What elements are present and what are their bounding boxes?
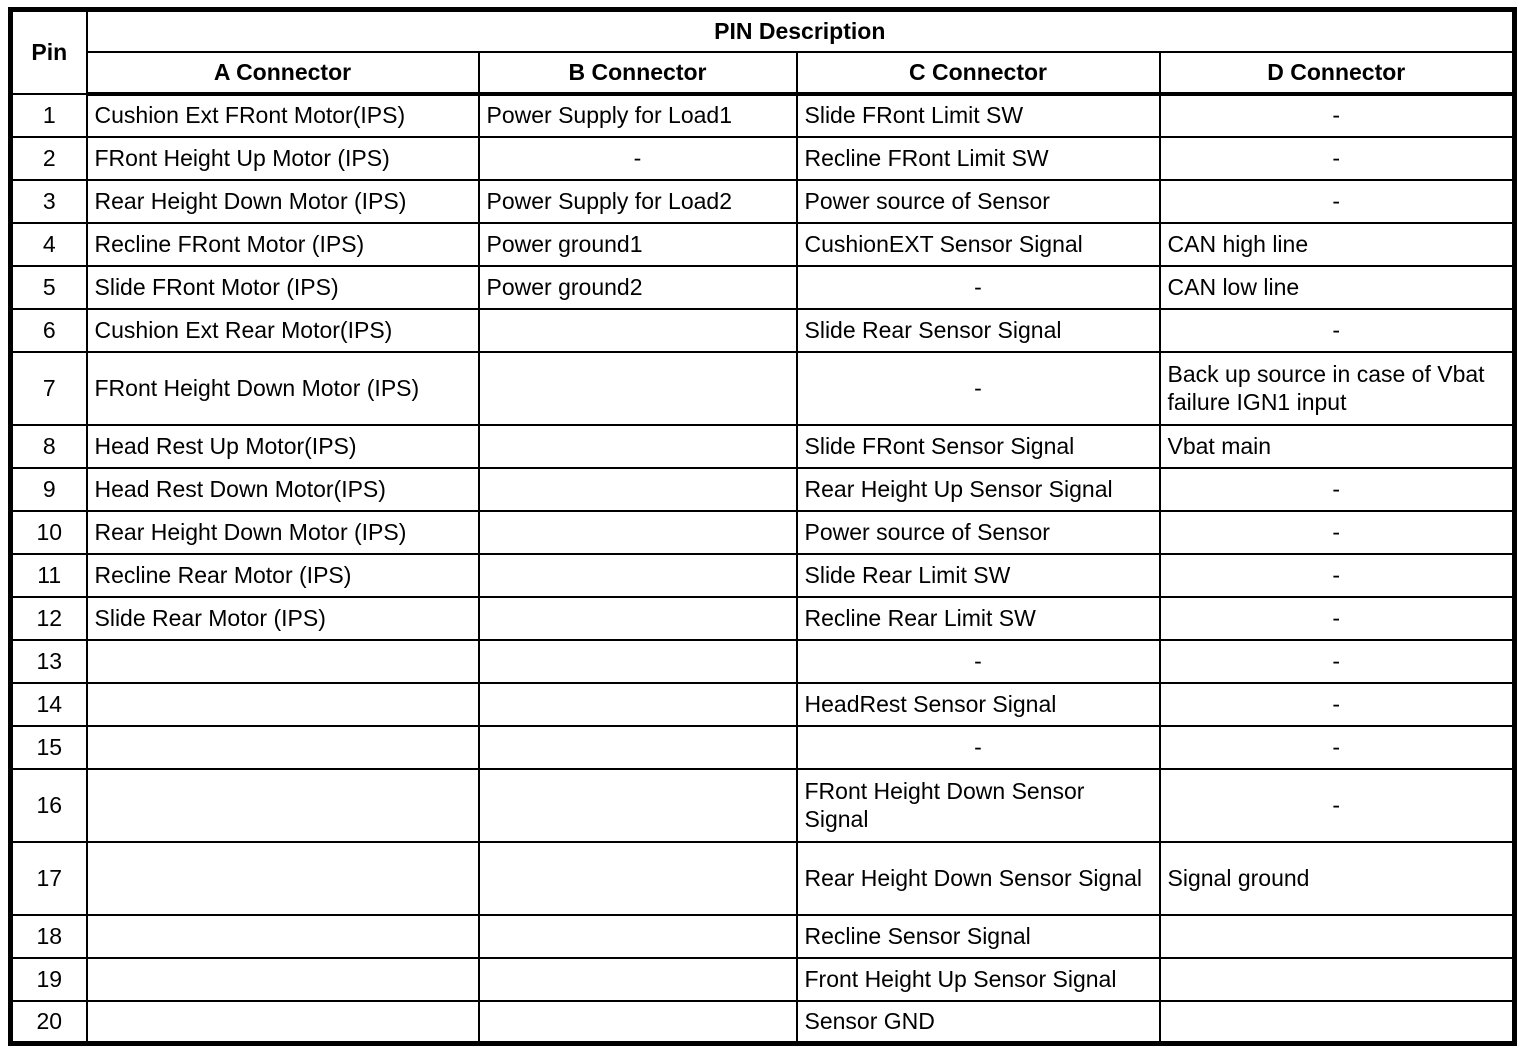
c-connector-cell: - — [797, 266, 1160, 309]
header-row-connectors — [11, 52, 1515, 94]
c-connector-cell: - — [797, 352, 1160, 425]
pin-row-4 — [11, 223, 1515, 266]
d-connector-cell: - — [1160, 94, 1515, 137]
pin-number: 9 — [11, 468, 87, 511]
pin-row-3 — [11, 180, 1515, 223]
pin-number: 20 — [11, 1001, 87, 1044]
pin-row-11 — [11, 554, 1515, 597]
b-connector-cell — [479, 511, 797, 554]
c-connector-cell: - — [797, 640, 1160, 683]
a-connector-cell: Slide FRont Motor (IPS) — [87, 266, 479, 309]
b-connector-cell — [479, 842, 797, 915]
d-connector-cell: - — [1160, 468, 1515, 511]
a-connector-cell — [87, 958, 479, 1001]
b-connector-cell: Power Supply for Load1 — [479, 94, 797, 137]
d-connector-cell: - — [1160, 137, 1515, 180]
pin-row-16 — [11, 769, 1515, 842]
c-connector-cell: Slide FRont Sensor Signal — [797, 425, 1160, 468]
b-connector-cell — [479, 1001, 797, 1044]
pin-row-7 — [11, 352, 1515, 425]
a-connector-cell — [87, 842, 479, 915]
pin-number: 11 — [11, 554, 87, 597]
pin-column-header: Pin — [11, 10, 87, 94]
pin-number: 3 — [11, 180, 87, 223]
pin-number: 13 — [11, 640, 87, 683]
c-connector-cell: Sensor GND — [797, 1001, 1160, 1044]
c-connector-cell: HeadRest Sensor Signal — [797, 683, 1160, 726]
b-connector-cell: Power ground1 — [479, 223, 797, 266]
c-connector-cell: - — [797, 726, 1160, 769]
pin-number: 17 — [11, 842, 87, 915]
c-connector-cell: Recline FRont Limit SW — [797, 137, 1160, 180]
d-connector-cell: - — [1160, 309, 1515, 352]
a-connector-cell — [87, 683, 479, 726]
pin-row-10 — [11, 511, 1515, 554]
pin-row-8 — [11, 425, 1515, 468]
pin-number: 15 — [11, 726, 87, 769]
c-connector-cell: Recline Rear Limit SW — [797, 597, 1160, 640]
b-connector-cell — [479, 958, 797, 1001]
d-connector-cell: - — [1160, 640, 1515, 683]
pin-row-19 — [11, 958, 1515, 1001]
d-connector-cell: CAN high line — [1160, 223, 1515, 266]
pin-number: 1 — [11, 94, 87, 137]
pin-number: 2 — [11, 137, 87, 180]
c-connector-cell: Slide FRont Limit SW — [797, 94, 1160, 137]
a-connector-cell — [87, 769, 479, 842]
c-connector-cell: Recline Sensor Signal — [797, 915, 1160, 958]
b-connector-cell — [479, 554, 797, 597]
d-connector-cell: CAN low line — [1160, 266, 1515, 309]
pin-row-14 — [11, 683, 1515, 726]
b-connector-cell — [479, 769, 797, 842]
header-row-top — [11, 10, 1515, 52]
c-connector-cell: Rear Height Up Sensor Signal — [797, 468, 1160, 511]
c-connector-cell: Rear Height Down Sensor Signal — [797, 842, 1160, 915]
a-connector-cell — [87, 726, 479, 769]
a-connector-cell: Cushion Ext Rear Motor(IPS) — [87, 309, 479, 352]
a-connector-cell: Cushion Ext FRont Motor(IPS) — [87, 94, 479, 137]
a-connector-cell: FRont Height Down Motor (IPS) — [87, 352, 479, 425]
d-connector-cell — [1160, 958, 1515, 1001]
b-connector-cell — [479, 425, 797, 468]
b-connector-cell — [479, 597, 797, 640]
b-connector-cell: Power Supply for Load2 — [479, 180, 797, 223]
d-connector-cell: Signal ground — [1160, 842, 1515, 915]
pin-number: 4 — [11, 223, 87, 266]
b-connector-cell — [479, 309, 797, 352]
pin-row-15 — [11, 726, 1515, 769]
pin-number: 8 — [11, 425, 87, 468]
pin-row-20 — [11, 1001, 1515, 1044]
pin-number: 14 — [11, 683, 87, 726]
pin-number: 5 — [11, 266, 87, 309]
pin-number: 19 — [11, 958, 87, 1001]
a-connector-cell: Rear Height Down Motor (IPS) — [87, 511, 479, 554]
connector-d-header: D Connector — [1160, 52, 1515, 94]
pin-row-17 — [11, 842, 1515, 915]
c-connector-cell: Front Height Up Sensor Signal — [797, 958, 1160, 1001]
b-connector-cell: Power ground2 — [479, 266, 797, 309]
d-connector-cell: - — [1160, 597, 1515, 640]
pin-description-header: PIN Description — [87, 10, 1515, 52]
pin-number: 6 — [11, 309, 87, 352]
c-connector-cell: Power source of Sensor — [797, 180, 1160, 223]
c-connector-cell: FRont Height Down Sensor Signal — [797, 769, 1160, 842]
a-connector-cell — [87, 640, 479, 683]
b-connector-cell — [479, 352, 797, 425]
pin-row-9 — [11, 468, 1515, 511]
d-connector-cell: - — [1160, 769, 1515, 842]
pin-row-5 — [11, 266, 1515, 309]
b-connector-cell — [479, 683, 797, 726]
a-connector-cell — [87, 1001, 479, 1044]
pin-number: 10 — [11, 511, 87, 554]
pin-number: 18 — [11, 915, 87, 958]
pin-number: 16 — [11, 769, 87, 842]
b-connector-cell — [479, 726, 797, 769]
d-connector-cell: - — [1160, 726, 1515, 769]
d-connector-cell — [1160, 1001, 1515, 1044]
b-connector-cell: - — [479, 137, 797, 180]
c-connector-cell: Power source of Sensor — [797, 511, 1160, 554]
a-connector-cell: Head Rest Down Motor(IPS) — [87, 468, 479, 511]
pin-row-1 — [11, 94, 1515, 137]
pin-number: 12 — [11, 597, 87, 640]
a-connector-cell: Recline FRont Motor (IPS) — [87, 223, 479, 266]
b-connector-cell — [479, 915, 797, 958]
a-connector-cell: FRont Height Up Motor (IPS) — [87, 137, 479, 180]
a-connector-cell: Slide Rear Motor (IPS) — [87, 597, 479, 640]
connector-a-header: A Connector — [87, 52, 479, 94]
pin-row-18 — [11, 915, 1515, 958]
pin-row-13 — [11, 640, 1515, 683]
d-connector-cell: - — [1160, 683, 1515, 726]
d-connector-cell — [1160, 915, 1515, 958]
pin-row-12 — [11, 597, 1515, 640]
d-connector-cell: - — [1160, 511, 1515, 554]
a-connector-cell — [87, 915, 479, 958]
b-connector-cell — [479, 468, 797, 511]
b-connector-cell — [479, 640, 797, 683]
a-connector-cell: Rear Height Down Motor (IPS) — [87, 180, 479, 223]
d-connector-cell: - — [1160, 554, 1515, 597]
d-connector-cell: - — [1160, 180, 1515, 223]
a-connector-cell: Recline Rear Motor (IPS) — [87, 554, 479, 597]
d-connector-cell: Back up source in case of Vbat failure IGN1 input — [1160, 352, 1515, 425]
connector-c-header: C Connector — [797, 52, 1160, 94]
c-connector-cell: CushionEXT Sensor Signal — [797, 223, 1160, 266]
pin-number: 7 — [11, 352, 87, 425]
c-connector-cell: Slide Rear Limit SW — [797, 554, 1160, 597]
c-connector-cell: Slide Rear Sensor Signal — [797, 309, 1160, 352]
pin-row-6 — [11, 309, 1515, 352]
pin-description-table — [8, 7, 1517, 1046]
pin-row-2 — [11, 137, 1515, 180]
d-connector-cell: Vbat main — [1160, 425, 1515, 468]
a-connector-cell: Head Rest Up Motor(IPS) — [87, 425, 479, 468]
connector-b-header: B Connector — [479, 52, 797, 94]
